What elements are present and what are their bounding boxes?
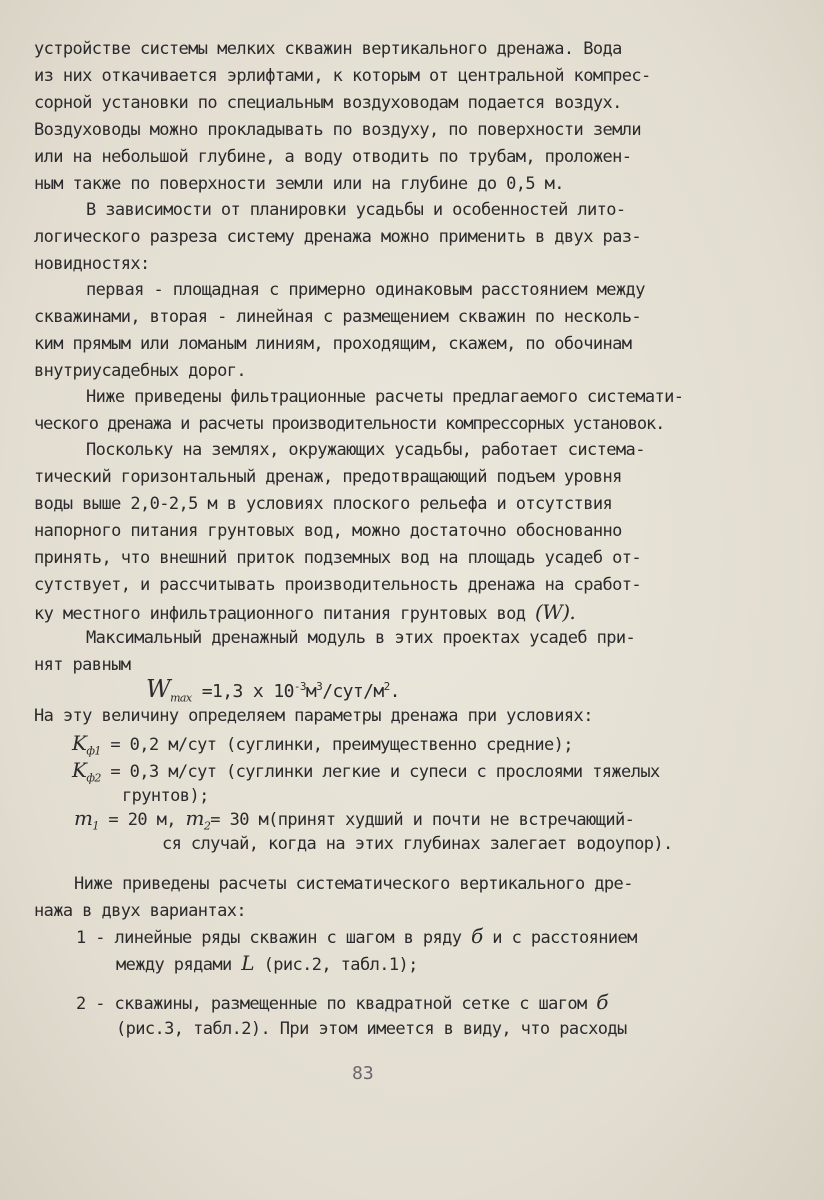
formula-symbol: W <box>146 675 171 703</box>
text-line: Поскольку на землях, окружающих усадьбы, работает система- <box>86 440 645 460</box>
text-line: ким прямым или ломаным линиям, проходящим, скажем, по обочинам <box>34 334 632 354</box>
text-line: воды выше 2,0-2,5 м в условиях плоского рельефа и отсутствия <box>34 494 613 514</box>
text-line: На эту величину определяем параметры дренажа при условиях: <box>34 706 593 726</box>
text-line: ся случай, когда на этих глубинах залегает водоупор). <box>162 834 673 854</box>
m1-subscript: 1 <box>92 819 99 833</box>
text-line: напорного питания грунтовых вод, можно достаточно обоснованно <box>34 521 622 541</box>
text-line: ным также по поверхности земли или на глубине до 0,5 м. <box>34 174 564 194</box>
text-line-part: = 0,2 м/сут (суглинки, преимущественно средние); <box>110 735 573 755</box>
text-line: новидностях: <box>34 254 150 274</box>
text-line: или на небольшой глубине, а воду отводить по трубам, проложен- <box>34 147 632 167</box>
formula-exponent: 3 <box>316 680 323 693</box>
m2-subscript: 2 <box>203 819 211 833</box>
formula-exponent: 2 <box>383 680 390 693</box>
text-line: Максимальный дренажный модуль в этих проектах усадеб при- <box>86 628 636 648</box>
formula-unit: /сут/м <box>322 681 384 702</box>
step-symbol: б <box>596 990 608 1014</box>
kf-symbol: K <box>72 731 87 755</box>
text-line-part: = 20 м, <box>108 810 176 830</box>
m1-symbol: m <box>74 806 93 830</box>
text-line: логического разреза систему дренажа можно применить в двух раз- <box>34 227 641 247</box>
text-line: грунтов); <box>122 786 209 806</box>
variant2-line <box>76 990 608 1016</box>
text-line-part: = 0,3 м/сут (суглинки легкие и супеси с прослоями тяжелых <box>110 762 660 782</box>
text-line: сутствует, и рассчитывать производительность дренажа на сработ- <box>34 575 641 595</box>
text-line: сорной установки по специальным воздуховодам подается воздух. <box>34 93 622 113</box>
text-line-part: и с расстоянием <box>492 928 637 948</box>
m2-symbol: m <box>185 806 204 830</box>
text-line-part: 1 - линейные ряды скважин с шагом в ряду <box>76 928 462 948</box>
text-line <box>34 600 575 626</box>
text-line: Ниже приведены фильтрационные расчеты предлагаемого системати- <box>86 387 684 407</box>
text-line: ческого дренажа и расчеты производительности компрессорных установок. <box>34 414 665 434</box>
text-line-part: 2 - скважины, размещенные по квадратной сетке с шагом <box>76 994 587 1014</box>
text-line: устройстве системы мелких скважин вертикального дренажа. Вода <box>34 39 622 59</box>
kf1-subscript: ф1 <box>86 744 101 758</box>
text-line: из них откачивается эрлифтами, к которым от центральной компрес- <box>34 66 651 86</box>
kf-symbol: K <box>72 758 87 782</box>
variant1-line-2 <box>116 951 418 977</box>
w-symbol: (W). <box>535 600 576 624</box>
text-line: Воздуховоды можно прокладывать по воздуху, по поверхности земли <box>34 120 641 140</box>
formula-subscript: max <box>170 691 192 705</box>
text-line-part: = 30 м(принят худший и почти не встречающий- <box>210 810 635 830</box>
text-line-part: ку местного инфильтрационного питания грунтовых вод <box>34 604 526 624</box>
text-line: скважинами, вторая - линейная с размещением скважин по несколь- <box>34 307 641 327</box>
text-line: первая - площадная с примерно одинаковым расстоянием между <box>86 280 645 300</box>
text-line: (рис.3, табл.2). При этом имеется в виду, что расходы <box>116 1019 627 1039</box>
text-line: В зависимости от планировки усадьбы и особенностей лито- <box>86 200 626 220</box>
formula-exponent: -3 <box>293 680 306 693</box>
text-line: внутриусадебных дорог. <box>34 361 246 381</box>
formula-end: . <box>389 681 400 702</box>
page-number: 83 <box>352 1063 374 1084</box>
formula-unit: м <box>305 681 317 702</box>
variant1-line <box>76 924 637 950</box>
row-distance-symbol: L <box>241 951 254 975</box>
step-symbol: б <box>471 924 483 948</box>
text-line: тический горизонтальный дренаж, предотвращающий подъем уровня <box>34 467 622 487</box>
text-line: нят равным <box>34 655 131 675</box>
text-line: Ниже приведены расчеты систематического вертикального дре- <box>74 874 633 894</box>
text-line: принять, что внешний приток подземных вод на площадь усадеб от- <box>34 548 641 568</box>
text-line-part: (рис.2, табл.1); <box>263 955 418 975</box>
text-line-part: между рядами <box>116 955 232 975</box>
formula-value: =1,3 х 10 <box>201 681 294 702</box>
kf2-subscript: ф2 <box>86 771 101 785</box>
text-line: нажа в двух вариантах: <box>34 901 246 921</box>
